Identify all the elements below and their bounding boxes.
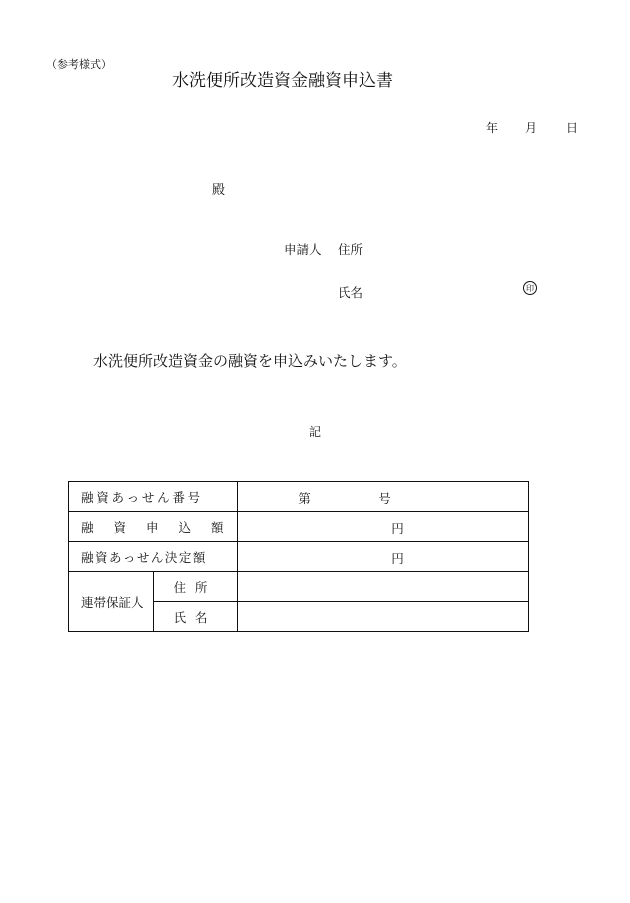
- loan-decided-label: 融資あっせん決定額: [69, 542, 238, 572]
- loan-number-field[interactable]: [238, 482, 529, 512]
- table-row: [69, 512, 529, 542]
- applicant-address-label: 住所: [338, 242, 364, 257]
- applicant-name-label: 氏名: [338, 285, 364, 300]
- table-row: [69, 572, 529, 602]
- loan-amount-field[interactable]: [238, 512, 529, 542]
- guarantor-label: 連帯保証人: [69, 572, 154, 632]
- loan-number-suffix: 号: [378, 491, 391, 506]
- date-year-label: 年: [486, 121, 499, 135]
- table-row: [69, 482, 529, 512]
- loan-amount-label: 融資申込額: [69, 512, 238, 542]
- date-day-label: 日: [566, 121, 579, 135]
- loan-decided-field[interactable]: [238, 542, 529, 572]
- body-text: 水洗便所改造資金の融資を申込みいたします。: [93, 352, 407, 370]
- guarantor-name-field[interactable]: [238, 602, 529, 632]
- loan-amount-unit: 円: [391, 521, 404, 536]
- guarantor-address-label: 住所: [153, 572, 238, 602]
- seal-icon: 印: [523, 281, 537, 295]
- loan-number-prefix: 第: [298, 491, 311, 506]
- guarantor-address-field[interactable]: [238, 572, 529, 602]
- guarantor-name-label: 氏名: [153, 602, 238, 632]
- date-month-label: 月: [525, 121, 538, 135]
- addressee-suffix: 殿: [212, 183, 226, 198]
- applicant-label: 申請人: [284, 242, 322, 257]
- loan-form-table: [68, 481, 529, 632]
- reference-label: （参考様式）: [46, 58, 112, 71]
- loan-decided-unit: 円: [391, 551, 404, 566]
- loan-number-label: 融資あっせん番号: [69, 482, 238, 512]
- table-row: [69, 542, 529, 572]
- document-title: 水洗便所改造資金融資申込書: [172, 71, 393, 91]
- ki-label: 記: [309, 425, 322, 439]
